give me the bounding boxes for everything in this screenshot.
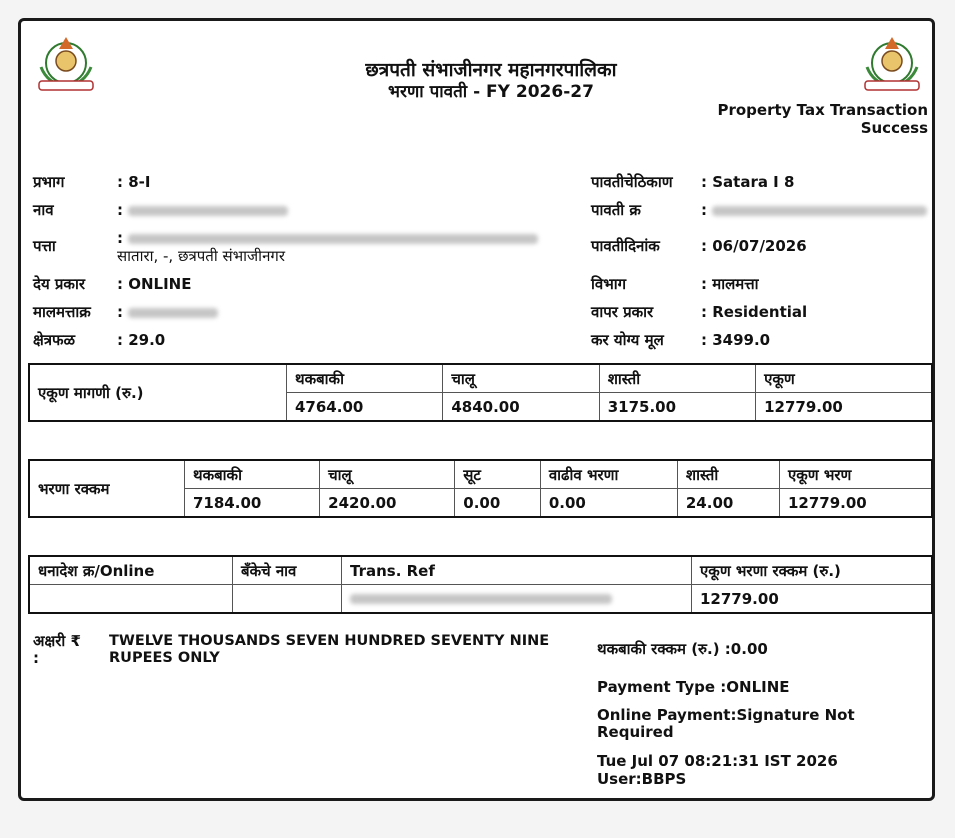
- dey-prakar-value: : ONLINE: [117, 275, 192, 293]
- transaction-status: Property Tax Transaction Success: [717, 101, 928, 137]
- transaction-header: बँकेचे नाव: [233, 556, 342, 585]
- signature-note: Online Payment:Signature Not Required: [597, 706, 855, 741]
- dey-prakar-label: देय प्रकार: [33, 275, 85, 293]
- transaction-table: [28, 555, 933, 614]
- words-label-text: अक्षरी ₹: [33, 632, 81, 650]
- demand-value: 12779.00: [756, 393, 932, 422]
- demand-header: शास्ती: [599, 364, 755, 393]
- amount-in-words: TWELVE THOUSANDS SEVEN HUNDRED SEVENTY NINE RUPEES ONLY: [109, 633, 550, 666]
- pavti-thikan-value: : Satara I 8: [701, 173, 795, 191]
- demand-table: [28, 363, 933, 422]
- kshetra-label: क्षेत्रफळ: [33, 331, 76, 349]
- payment-header: एकूण भरण: [779, 460, 932, 489]
- words-label-colon: :: [33, 649, 39, 667]
- kar-label: कर योग्य मूल: [591, 331, 664, 349]
- malmatta-value: :: [117, 303, 218, 321]
- receipt-subtitle: भरणा पावती - FY 2026-27: [388, 82, 594, 102]
- payment-value: 0.00: [540, 489, 677, 518]
- payment-table: [28, 459, 933, 518]
- demand-header: चालू: [443, 364, 599, 393]
- cheque-no-cell: [29, 585, 233, 614]
- payment-value: 0.00: [455, 489, 541, 518]
- vibhag-value: : मालमत्ता: [701, 275, 759, 293]
- demand-value: 4840.00: [443, 393, 599, 422]
- kshetra-value: : 29.0: [117, 331, 166, 349]
- vapar-label: वापर प्रकार: [591, 303, 654, 321]
- payment-header: वाढीव भरणा: [540, 460, 677, 489]
- malmatta-label: मालमत्ताक्र: [33, 303, 91, 321]
- trans-ref-cell: [342, 585, 692, 614]
- payment-type: Payment Type :ONLINE: [597, 678, 790, 696]
- payment-header: चालू: [320, 460, 455, 489]
- transaction-header: Trans. Ref: [342, 556, 692, 585]
- corporation-emblem-logo-right: [859, 27, 925, 99]
- payment-label: भरणा रक्कम: [29, 460, 185, 517]
- transaction-header: धनादेश क्र/Online: [29, 556, 233, 585]
- pavti-kr-label: पावती क्र: [591, 201, 641, 219]
- payment-timestamp: Tue Jul 07 08:21:31 IST 2026: [597, 752, 838, 770]
- info-left: [33, 173, 593, 353]
- arrears-amount: थकबाकी रक्कम (रु.) :0.00: [597, 640, 768, 658]
- prabhag-value: : 8-I: [117, 173, 151, 191]
- payment-header: सूट: [455, 460, 541, 489]
- info-right: [591, 173, 931, 353]
- pavti-thikan-label: पावतीचेठिकाण: [591, 173, 673, 191]
- amount-in-words-label: [33, 633, 103, 667]
- transaction-total: 12779.00: [692, 585, 933, 614]
- corporation-emblem-logo-left: [33, 27, 99, 99]
- demand-label: एकूण मागणी (रु.): [29, 364, 287, 421]
- prabhag-label: प्रभाग: [33, 173, 65, 191]
- payment-header: थकबाकी: [185, 460, 320, 489]
- payment-value: 2420.00: [320, 489, 455, 518]
- vapar-value: : Residential: [701, 303, 808, 321]
- payment-value: 24.00: [677, 489, 779, 518]
- corporation-title: छत्रपती संभाजीनगर महानगरपालिका: [365, 59, 617, 81]
- receipt: [18, 18, 935, 801]
- naav-value: :: [117, 201, 288, 219]
- payment-value: 12779.00: [779, 489, 932, 518]
- demand-header: एकूण: [756, 364, 932, 393]
- pavti-kr-value: :: [701, 201, 927, 219]
- payment-user: User:BBPS: [597, 770, 687, 788]
- bank-name-cell: [233, 585, 342, 614]
- patta-value-line2: सातारा, -, छत्रपती संभाजीनगर: [117, 247, 285, 265]
- pavti-date-label: पावतीदिनांक: [591, 237, 660, 255]
- transaction-header: एकूण भरणा रक्कम (रु.): [692, 556, 933, 585]
- payment-header: शास्ती: [677, 460, 779, 489]
- patta-value-line1: :: [117, 229, 538, 247]
- demand-value: 3175.00: [599, 393, 755, 422]
- kar-value: : 3499.0: [701, 331, 771, 349]
- payment-value: 7184.00: [185, 489, 320, 518]
- demand-value: 4764.00: [287, 393, 443, 422]
- patta-label: पत्ता: [33, 237, 56, 255]
- demand-header: थकबाकी: [287, 364, 443, 393]
- pavti-date-value: : 06/07/2026: [701, 237, 807, 255]
- naav-label: नाव: [33, 201, 54, 219]
- vibhag-label: विभाग: [591, 275, 627, 293]
